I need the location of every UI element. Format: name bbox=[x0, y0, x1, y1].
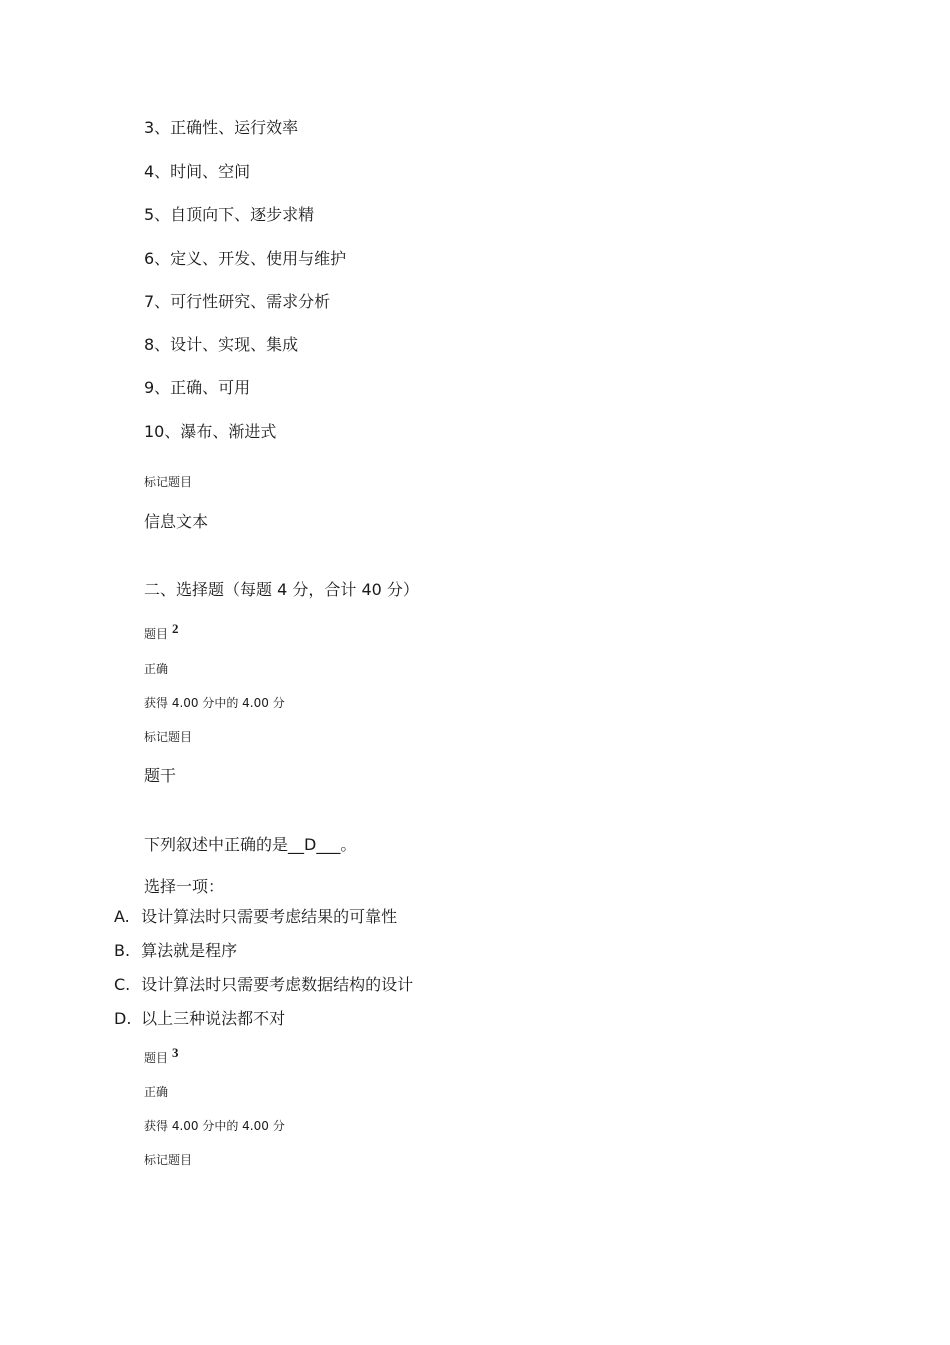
answer-line-3: 3、正确性、运行效率 bbox=[144, 118, 299, 137]
answer-line-5: 5、自顶向下、逐步求精 bbox=[144, 205, 315, 224]
option-letter: C. bbox=[114, 975, 131, 994]
question-2-score: 获得 4.00 分中的 4.00 分 bbox=[144, 696, 285, 710]
option-c[interactable] bbox=[114, 975, 413, 995]
option-text: 算法就是程序 bbox=[141, 941, 238, 960]
option-letter: A. bbox=[114, 907, 130, 926]
option-text: 设计算法时只需要考虑结果的可靠性 bbox=[141, 907, 398, 926]
question-label-text: 题目 bbox=[144, 627, 169, 641]
question-2-label bbox=[144, 621, 179, 642]
answer-line-10: 10、瀑布、渐进式 bbox=[144, 422, 277, 441]
option-d[interactable] bbox=[114, 1009, 285, 1029]
question-3-score: 获得 4.00 分中的 4.00 分 bbox=[144, 1119, 285, 1133]
answer-line-4: 4、时间、空间 bbox=[144, 162, 251, 181]
section-heading: 二、选择题（每题 4 分，合计 40 分） bbox=[144, 580, 419, 599]
question-2-prompt: 选择一项： bbox=[144, 877, 225, 896]
option-text: 以上三种说法都不对 bbox=[141, 1009, 286, 1028]
question-number: 2 bbox=[172, 621, 179, 636]
answer-line-7: 7、可行性研究、需求分析 bbox=[144, 292, 331, 311]
option-b[interactable] bbox=[114, 941, 237, 961]
option-letter: B. bbox=[114, 941, 131, 960]
question-2-stem: 下列叙述中正确的是__D___。 bbox=[144, 835, 357, 854]
question-2-stem-label: 题干 bbox=[144, 766, 177, 785]
question-3-label bbox=[144, 1045, 179, 1066]
question-2-status: 正确 bbox=[144, 662, 169, 676]
answer-line-9: 9、正确、可用 bbox=[144, 378, 251, 397]
question-label-text: 题目 bbox=[144, 1051, 169, 1065]
option-text: 设计算法时只需要考虑数据结构的设计 bbox=[141, 975, 414, 994]
info-text: 信息文本 bbox=[144, 512, 209, 531]
question-number: 3 bbox=[172, 1045, 179, 1060]
option-letter: D. bbox=[114, 1009, 132, 1028]
question-2-flag-link[interactable]: 标记题目 bbox=[144, 730, 193, 744]
option-a[interactable] bbox=[114, 907, 397, 927]
flag-question-link[interactable]: 标记题目 bbox=[144, 475, 193, 489]
question-3-status: 正确 bbox=[144, 1085, 169, 1099]
answer-line-8: 8、设计、实现、集成 bbox=[144, 335, 299, 354]
question-3-flag-link[interactable]: 标记题目 bbox=[144, 1153, 193, 1167]
answer-line-6: 6、定义、开发、使用与维护 bbox=[144, 249, 347, 268]
